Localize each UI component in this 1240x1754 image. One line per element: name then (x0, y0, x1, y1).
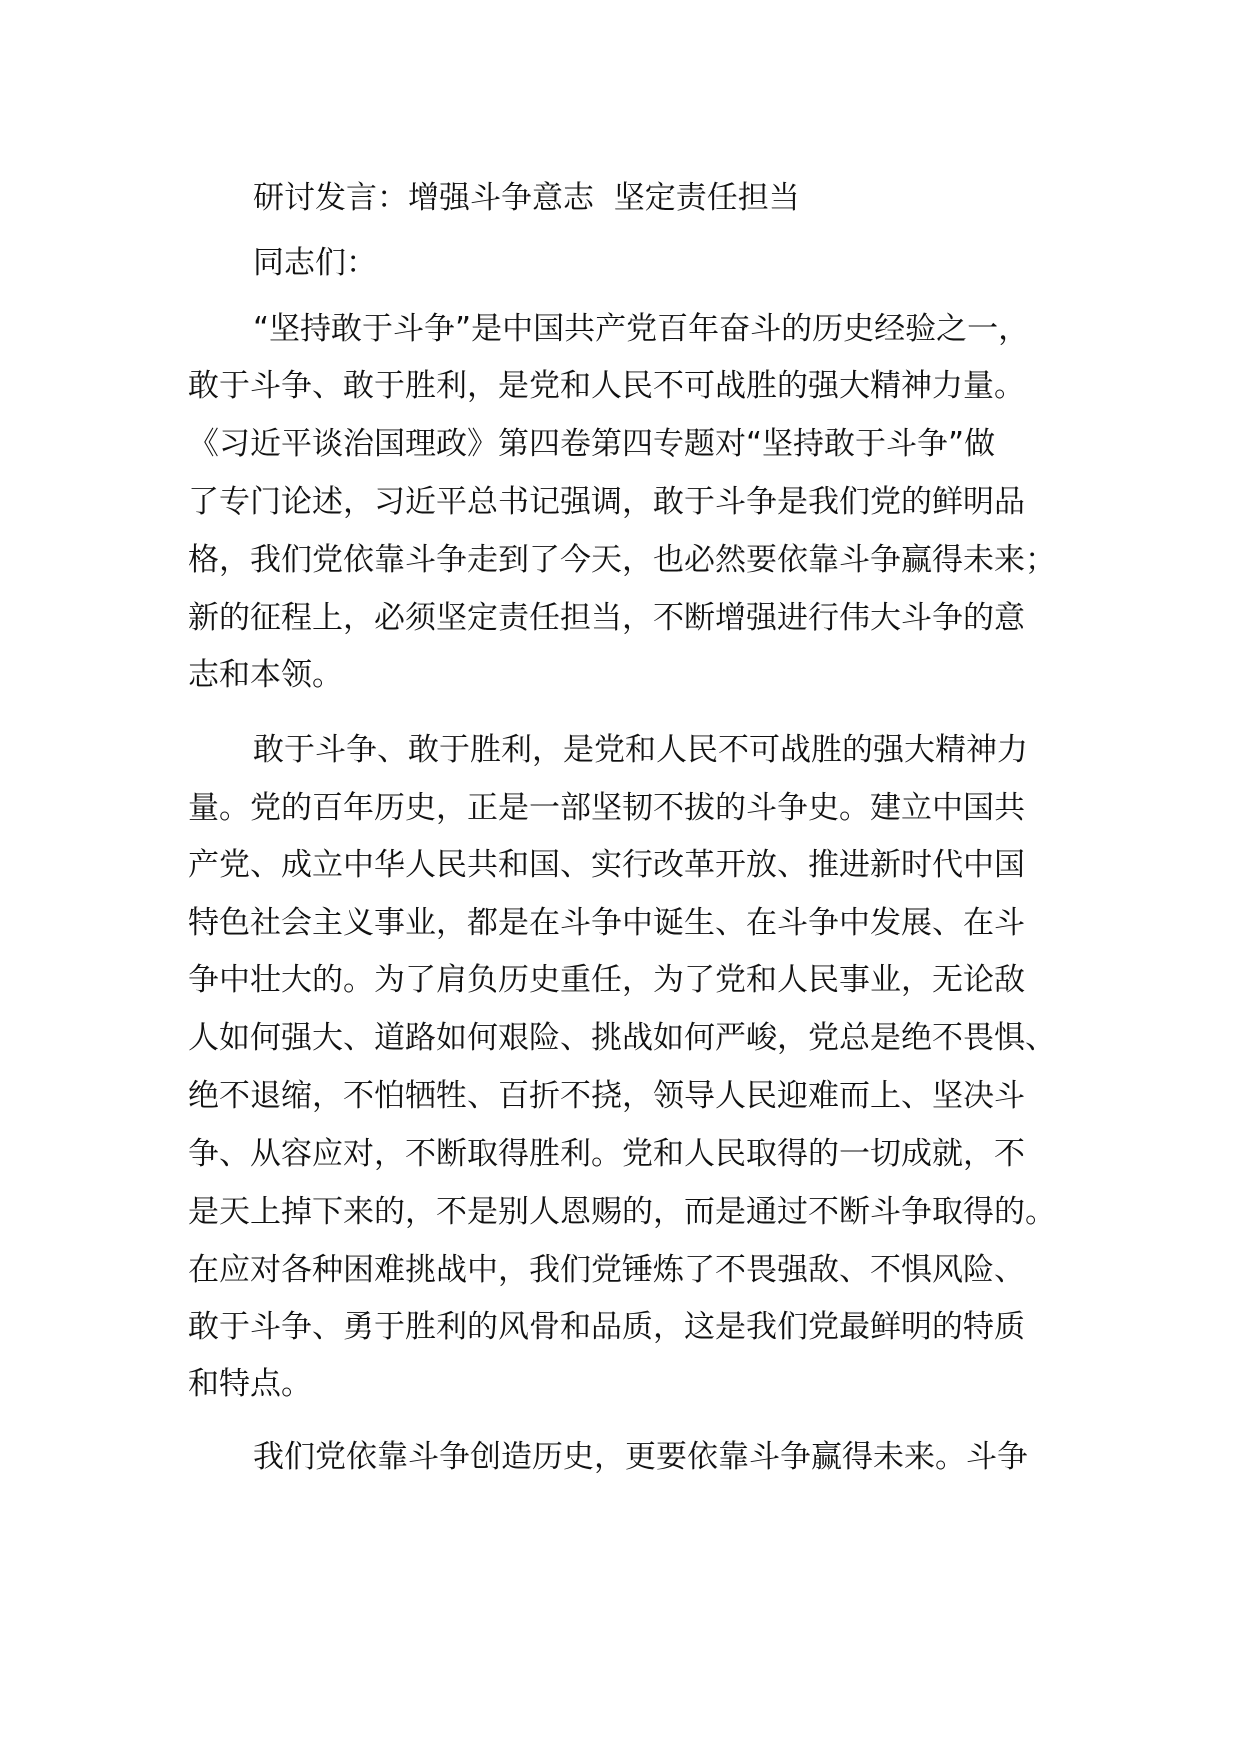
paragraph-2-line-6: 人如何强大、道路如何艰险、挑战如何严峻，党总是绝不畏惧、 (188, 1020, 1056, 1056)
paragraph-2-line-2: 量。党的百年历史，正是一部坚韧不拔的斗争史。建立中国共 (188, 790, 1025, 826)
paragraph-2-line-8: 争、从容应对，不断取得胜利。党和人民取得的一切成就，不 (188, 1136, 1025, 1172)
paragraph-1-line-7: 志和本领。 (188, 657, 343, 693)
paragraph-2-line-10: 在应对各种困难挑战中，我们党锤炼了不畏强敌、不惧风险、 (188, 1252, 1025, 1288)
paragraph-1-line-2: 敢于斗争、敢于胜利，是党和人民不可战胜的强大精神力量。 (188, 368, 1025, 404)
paragraph-1-line-4: 了专门论述，习近平总书记强调，敢于斗争是我们党的鲜明品 (188, 484, 1025, 520)
paragraph-2-line-7: 绝不退缩，不怕牺牲、百折不挠，领导人民迎难而上、坚决斗 (188, 1078, 1025, 1114)
paragraph-1-line-5: 格，我们党依靠斗争走到了今天，也必然要依靠斗争赢得未来； (188, 542, 1056, 578)
paragraph-2-line-1: 敢于斗争、敢于胜利，是党和人民不可战胜的强大精神力 (253, 732, 1028, 768)
paragraph-2-line-12: 和特点。 (188, 1366, 312, 1402)
paragraph-2-line-4: 特色社会主义事业，都是在斗争中诞生、在斗争中发展、在斗 (188, 905, 1025, 941)
paragraph-2-line-3: 产党、成立中华人民共和国、实行改革开放、推进新时代中国 (188, 847, 1025, 883)
salutation: 同志们： (253, 245, 377, 281)
document-title: 研讨发言：增强斗争意志 坚定责任担当 (253, 180, 800, 216)
paragraph-1-line-6: 新的征程上，必须坚定责任担当，不断增强进行伟大斗争的意 (188, 600, 1025, 636)
paragraph-2-line-9: 是天上掉下来的，不是别人恩赐的，而是通过不断斗争取得的。 (188, 1194, 1056, 1230)
paragraph-2-line-11: 敢于斗争、勇于胜利的风骨和品质，这是我们党最鲜明的特质 (188, 1309, 1025, 1345)
paragraph-3-line-1: 我们党依靠斗争创造历史，更要依靠斗争赢得未来。斗争 (253, 1439, 1028, 1475)
paragraph-1-line-3: 《习近平谈治国理政》第四卷第四专题对“坚持敢于斗争”做 (188, 426, 996, 462)
paragraph-2-line-5: 争中壮大的。为了肩负历史重任，为了党和人民事业，无论敌 (188, 962, 1025, 998)
paragraph-1-line-1: “坚持敢于斗争”是中国共产党百年奋斗的历史经验之一， (253, 311, 1030, 347)
